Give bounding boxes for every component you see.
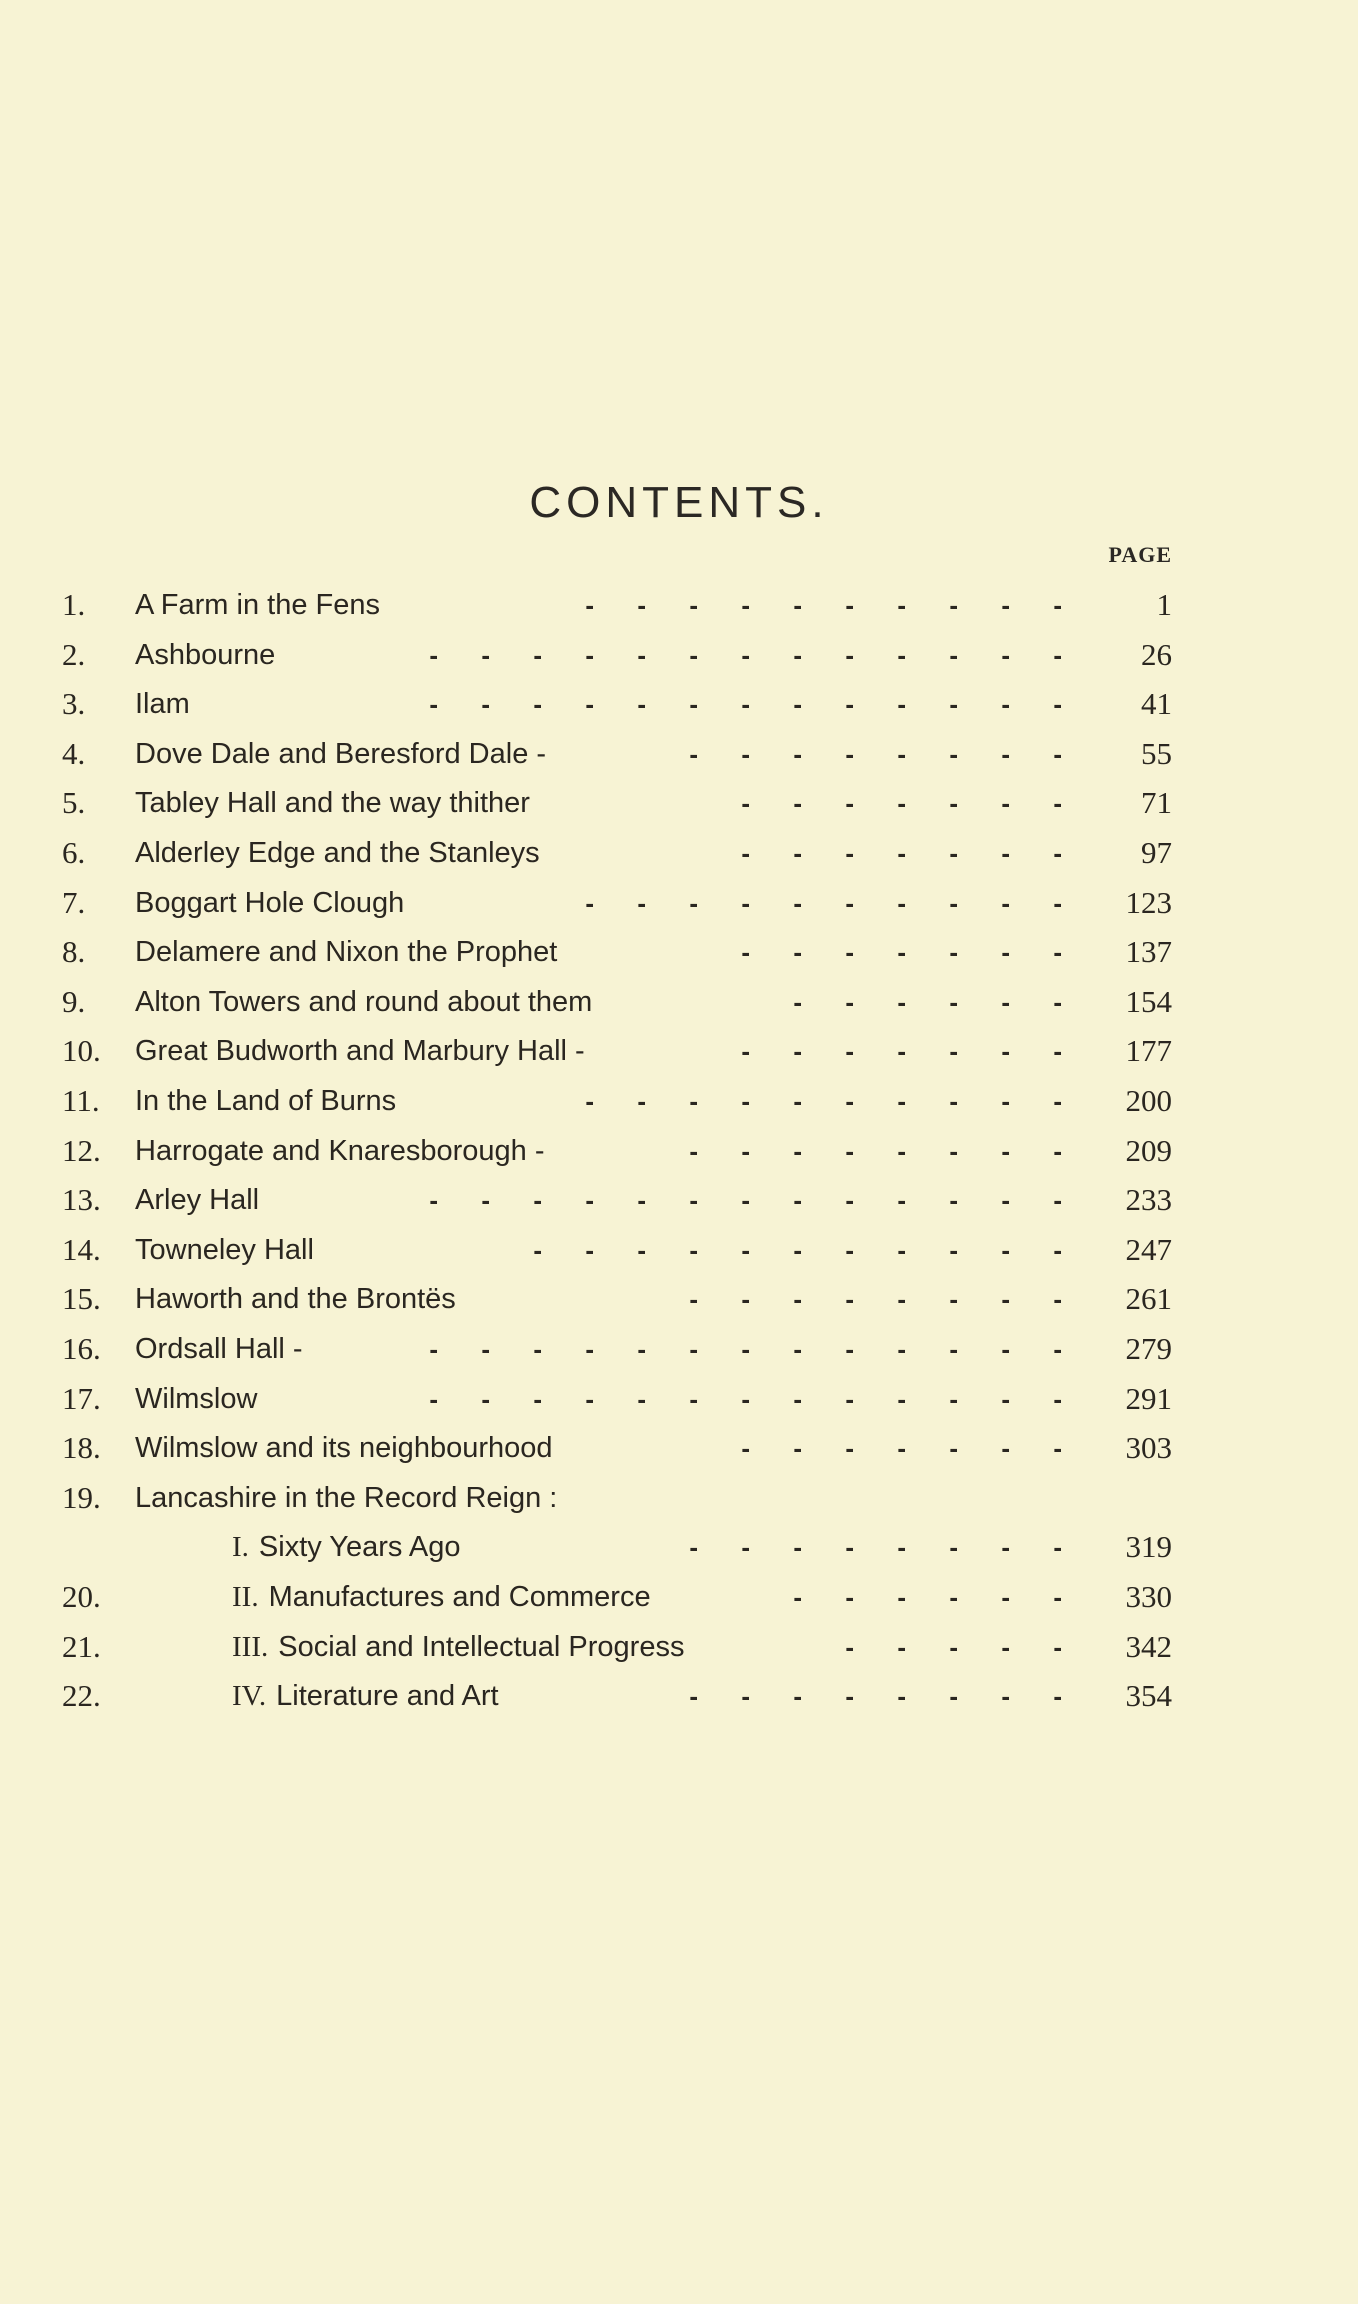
toc-entry — [0, 982, 1358, 1022]
entry-number: 22. — [62, 1678, 101, 1714]
entry-title: Harrogate and Knaresborough - — [135, 1134, 545, 1167]
entry-page-number: 291 — [1125, 1380, 1172, 1416]
toc-sub-entry — [0, 1627, 1358, 1667]
entry-title: Tabley Hall and the way thither — [135, 787, 530, 820]
entry-page-number: 330 — [1125, 1579, 1172, 1614]
entry-number: 10. — [62, 1033, 101, 1069]
toc-entry — [0, 684, 1358, 724]
entry-page-number: 55 — [1141, 735, 1172, 771]
dot-leader: - - - - - — [845, 1631, 1062, 1662]
entry-page-number: 261 — [1125, 1281, 1172, 1317]
entry-number: 8. — [62, 934, 86, 970]
entry-number: 13. — [62, 1182, 101, 1218]
toc-entry — [0, 1131, 1358, 1171]
entry-title: Towneley Hall — [135, 1233, 314, 1266]
toc-entry — [0, 1279, 1358, 1319]
dot-leader: - - - - - - - - — [689, 1284, 1062, 1315]
entry-page-number: 154 — [1125, 983, 1172, 1019]
sub-entry-title — [232, 1527, 460, 1567]
entry-number: 15. — [62, 1281, 101, 1317]
entry-number: 5. — [62, 785, 86, 821]
page-column-header: PAGE — [1108, 542, 1172, 567]
dot-leader: - - - - - - - — [741, 1433, 1062, 1464]
entry-number: 12. — [62, 1132, 101, 1168]
sub-entry-text: Manufactures and Commerce — [268, 1581, 651, 1613]
entry-title: Arley Hall — [135, 1184, 260, 1217]
entry-title: In the Land of Burns — [135, 1085, 397, 1117]
entry-number: 2. — [62, 636, 86, 672]
toc-entry — [0, 1478, 1358, 1518]
toc-entry — [0, 1081, 1358, 1121]
roman-numeral: I. — [232, 1531, 249, 1564]
dot-leader: - - - - - - — [793, 1582, 1062, 1612]
dot-leader: - - - - - - - - - - — [585, 887, 1062, 918]
page-title: CONTENTS. — [529, 478, 829, 527]
dot-leader: - - - - - - - - - - — [585, 1086, 1062, 1116]
entry-number: 11. — [62, 1083, 100, 1118]
entry-page-number: 71 — [1141, 785, 1172, 821]
entry-page-number: 41 — [1141, 686, 1172, 722]
dot-leader: - - - - - - - - - - - - - — [429, 689, 1062, 720]
toc-entry — [0, 932, 1358, 972]
entry-title: Boggart Hole Clough — [135, 886, 405, 919]
toc-entry — [0, 1329, 1358, 1369]
entry-title: A Farm in the Fens — [135, 589, 380, 621]
roman-numeral: III. — [232, 1630, 269, 1663]
entry-number: 16. — [62, 1331, 101, 1366]
entry-title: Great Budworth and Marbury Hall - — [135, 1035, 585, 1068]
entry-page-number: 1 — [1156, 587, 1172, 622]
toc-entry — [0, 833, 1358, 873]
entry-number: 7. — [62, 884, 86, 920]
entry-page-number: 209 — [1125, 1132, 1172, 1168]
entry-page-number: 123 — [1125, 884, 1172, 920]
entry-title: Dove Dale and Beresford Dale - — [135, 737, 547, 770]
dot-leader: - - - - - - - - - - - — [533, 1234, 1062, 1265]
toc-sub-entry — [0, 1577, 1358, 1617]
toc-entry — [0, 883, 1358, 923]
entry-page-number: 342 — [1125, 1628, 1172, 1664]
dot-leader: - - - - - - - — [741, 838, 1062, 868]
sub-entry-text: Sixty Years Ago — [258, 1531, 461, 1564]
entry-page-number: 354 — [1125, 1678, 1172, 1714]
toc-entry — [0, 734, 1358, 774]
dot-leader: - - - - - - - - — [689, 1681, 1062, 1712]
dot-leader: - - - - - - - — [741, 1036, 1062, 1067]
entry-number: 19. — [62, 1479, 101, 1515]
entry-title: Alderley Edge and the Stanleys — [135, 837, 540, 869]
sub-entry-text: Literature and Art — [276, 1680, 499, 1713]
toc-sub-entry — [0, 1527, 1358, 1567]
entry-page-number: 319 — [1125, 1529, 1172, 1565]
entry-page-number: 279 — [1125, 1331, 1172, 1366]
entry-title: Lancashire in the Record Reign : — [135, 1481, 558, 1514]
sub-entry-title — [232, 1627, 684, 1667]
toc-entry — [0, 783, 1358, 823]
entry-number: 9. — [62, 983, 86, 1019]
entry-title: Wilmslow — [135, 1382, 258, 1415]
toc-entry — [0, 585, 1358, 625]
dot-leader: - - - - - - - - — [689, 1532, 1062, 1563]
entry-number: 6. — [62, 835, 86, 870]
toc-entry — [0, 1230, 1358, 1270]
entry-number: 21. — [62, 1628, 101, 1664]
entry-page-number: 137 — [1125, 934, 1172, 970]
entry-number: 14. — [62, 1231, 101, 1267]
entry-title: Ordsall Hall - — [135, 1333, 303, 1365]
entry-page-number: 200 — [1125, 1083, 1172, 1118]
entry-number: 20. — [62, 1579, 101, 1614]
entry-page-number: 97 — [1141, 835, 1172, 870]
dot-leader: - - - - - - - - — [689, 738, 1062, 769]
dot-leader: - - - - - - - - - - - - - — [429, 1383, 1062, 1414]
entry-title: Ilam — [135, 688, 190, 721]
entry-number: 17. — [62, 1380, 101, 1416]
entry-number: 4. — [62, 735, 86, 771]
toc-entry — [0, 1031, 1358, 1071]
entry-title: Delamere and Nixon the Prophet — [135, 936, 558, 969]
dot-leader: - - - - - - - — [741, 937, 1062, 968]
toc-sub-entry — [0, 1676, 1358, 1716]
dot-leader: - - - - - - - - - - - - - — [429, 1185, 1062, 1216]
dot-leader: - - - - - - - - — [689, 1135, 1062, 1166]
toc-entry — [0, 1428, 1358, 1468]
dot-leader: - - - - - - - — [741, 788, 1062, 819]
entry-page-number: 303 — [1125, 1430, 1172, 1466]
dot-leader: - - - - - - — [793, 986, 1062, 1017]
dot-leader: - - - - - - - - - - — [585, 590, 1062, 620]
dot-leader: - - - - - - - - - - - - - — [429, 1334, 1062, 1364]
roman-numeral: II. — [232, 1581, 259, 1613]
roman-numeral: IV. — [232, 1680, 267, 1713]
sub-entry-title — [232, 1676, 499, 1716]
entry-page-number: 247 — [1125, 1231, 1172, 1267]
entry-title: Ashbourne — [135, 638, 276, 671]
toc-entry — [0, 635, 1358, 675]
entry-number: 18. — [62, 1430, 101, 1466]
sub-entry-text: Social and Intellectual Progress — [278, 1630, 685, 1663]
entry-number: 3. — [62, 686, 86, 722]
toc-entry — [0, 1180, 1358, 1220]
entry-number: 1. — [62, 587, 86, 622]
dot-leader: - - - - - - - - - - - - - — [429, 639, 1062, 670]
entry-page-number: 26 — [1141, 636, 1172, 672]
entry-page-number: 233 — [1125, 1182, 1172, 1218]
entry-page-number: 177 — [1125, 1033, 1172, 1069]
entry-title: Wilmslow and its neighbourhood — [135, 1432, 553, 1465]
sub-entry-title — [232, 1577, 651, 1617]
entry-title: Haworth and the Brontës — [135, 1283, 456, 1316]
toc-entry — [0, 1379, 1358, 1419]
entry-title: Alton Towers and round about them — [135, 985, 593, 1018]
